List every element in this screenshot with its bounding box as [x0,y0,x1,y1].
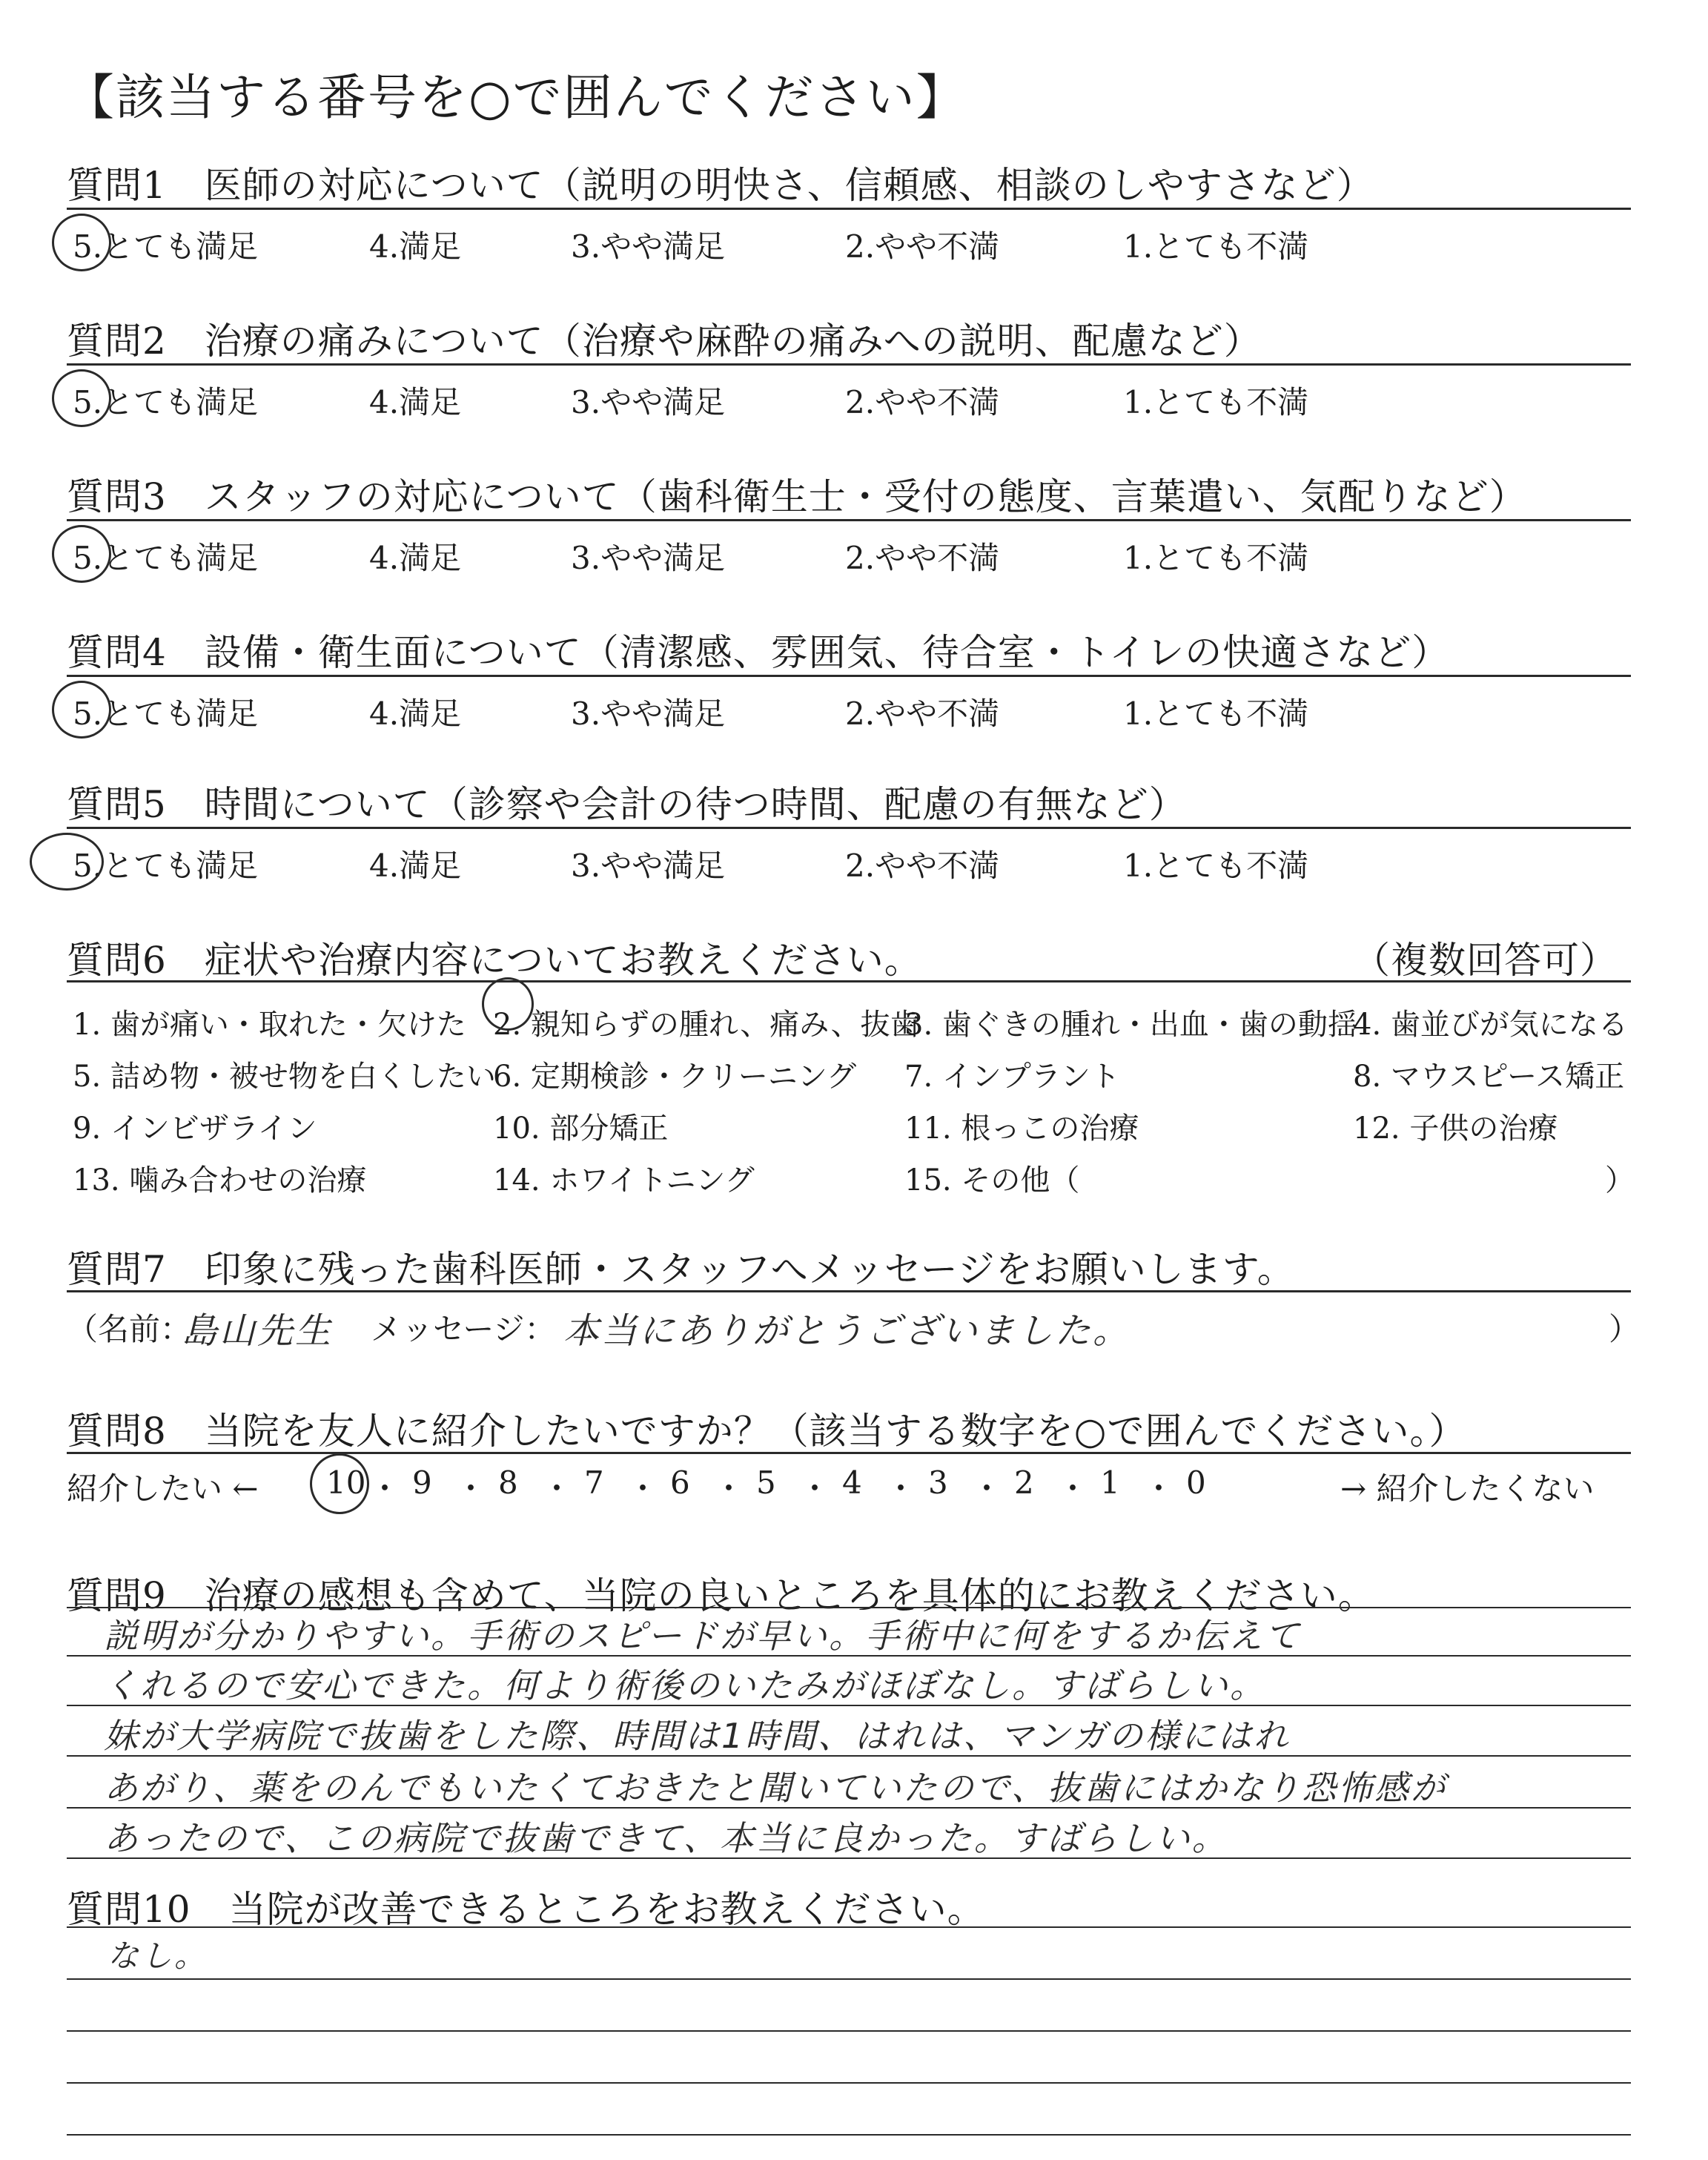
q10-line-rule [67,2082,1631,2084]
q8-scale-2[interactable]: 2 [1014,1464,1034,1501]
q1-option-5[interactable]: 5.とても満足 [73,228,259,265]
q6-option-10[interactable]: 10. 部分矯正 [493,1112,669,1146]
q10-line-rule [67,2134,1631,2136]
q6-option-11[interactable]: 11. 根っこの治療 [904,1112,1139,1146]
q8-selection-circle [310,1453,369,1514]
q1-option-2[interactable]: 2.やや不満 [845,228,1000,265]
q7-title: 質問7 印象に残った歯科医師・スタッフへメッセージをお願いします。 [67,1248,1295,1291]
q1-selection-circle [52,214,111,271]
q7-rule [67,1290,1631,1292]
q2-rule [67,363,1631,366]
q1-option-3[interactable]: 3.やや満足 [571,228,726,265]
q5-selection-circle [30,833,104,891]
q8-scale-1[interactable]: 1 [1100,1464,1120,1501]
q8-separator: ・ [713,1470,745,1507]
q6-option-1[interactable]: 1. 歯が痛い・取れた・欠けた [73,1008,466,1042]
q8-scale-10[interactable]: 10 [326,1464,366,1501]
q4-selection-circle [52,681,111,739]
q5-option-2[interactable]: 2.やや不満 [845,848,1000,884]
q6-option-12[interactable]: 12. 子供の治療 [1353,1112,1558,1146]
q6-option-8[interactable]: 8. マウスピース矯正 [1353,1060,1625,1094]
q6-option-4[interactable]: 4. 歯並びが気になる [1353,1008,1628,1042]
q2-option-1[interactable]: 1.とても不満 [1123,384,1309,420]
q6-option-7[interactable]: 7. インプラント [904,1060,1120,1094]
q8-scale-0[interactable]: 0 [1186,1464,1206,1501]
q6-title: 質問6 症状や治療内容についてお教えください。 [67,939,922,982]
q4-option-3[interactable]: 3.やや満足 [571,696,726,732]
q9-answer-line[interactable]: あったので、この病院で抜歯できて、本当に良かった。すばらしい。 [104,1818,1228,1858]
q9-title: 質問9 治療の感想も含めて、当院の良いところを具体的にお教えください。 [67,1574,1376,1617]
q8-separator: ・ [455,1470,487,1507]
q6-option-14[interactable]: 14. ホワイトニング [493,1163,755,1198]
q6-note: （複数回答可） [1353,939,1618,982]
q6-option-3[interactable]: 3. 歯ぐきの腫れ・出血・歯の動揺 [904,1008,1357,1042]
q8-separator: ・ [971,1470,1003,1507]
q7-name-label: （名前： [67,1311,192,1347]
q5-rule [67,827,1631,829]
q9-answer-line[interactable]: 説明が分かりやすい。手術のスピードが早い。手術中に何をするか伝えて [104,1616,1302,1656]
q4-option-5[interactable]: 5.とても満足 [73,696,259,732]
q8-separator: ・ [1057,1470,1089,1507]
q1-option-1[interactable]: 1.とても不満 [1123,228,1309,265]
q10-answer-line[interactable]: なし。 [107,1938,208,1974]
q8-scale-8[interactable]: 8 [498,1464,518,1501]
q4-option-4[interactable]: 4.満足 [369,696,462,732]
q4-option-1[interactable]: 1.とても不満 [1123,696,1309,732]
q1-title: 質問1 医師の対応について（説明の明快さ、信頼感、相談のしやすさなど） [67,164,1374,207]
q8-scale-6[interactable]: 6 [670,1464,690,1501]
q8-title: 質問8 当院を友人に紹介したいですか？（該当する数字を○で囲んでください。） [67,1410,1467,1453]
q10-line-rule [67,1978,1631,1980]
q6-option-2[interactable]: 2. 親知らずの腫れ、痛み、抜歯 [493,1008,920,1042]
q7-message-label: メッセージ： [371,1311,556,1347]
q6-selection-circle [482,977,534,1031]
q4-option-2[interactable]: 2.やや不満 [845,696,1000,732]
form-header: 【該当する番号を○で囲んでください】 [65,69,967,126]
q10-line-rule [67,1926,1631,1928]
q8-separator: ・ [1143,1470,1175,1507]
q3-selection-circle [52,525,111,583]
q1-option-4[interactable]: 4.満足 [369,228,462,265]
q2-option-5[interactable]: 5.とても満足 [73,384,259,420]
q8-separator: ・ [627,1470,659,1507]
q8-separator: ・ [799,1470,831,1507]
q2-option-2[interactable]: 2.やや不満 [845,384,1000,420]
q7-close-paren: ） [1609,1311,1641,1347]
q10-line-rule [67,2030,1631,2032]
q6-option-15[interactable]: 15. その他（ [904,1163,1080,1198]
q8-separator: ・ [885,1470,917,1507]
q5-option-4[interactable]: 4.満足 [369,848,462,884]
q6-option-5[interactable]: 5. 詰め物・被せ物を白くしたい [73,1060,496,1094]
q3-title: 質問3 スタッフの対応について（歯科衛生士・受付の態度、言葉遣い、気配りなど） [67,475,1527,518]
q10-title: 質問10 当院が改善できるところをお教えください。 [67,1888,985,1931]
q8-separator: ・ [541,1470,573,1507]
q6-option-9[interactable]: 9. インビザライン [73,1112,317,1146]
q6-option-16: ） [1605,1163,1635,1198]
q6-rule [67,980,1631,982]
q8-scale-4[interactable]: 4 [842,1464,862,1501]
q8-right-label: → 紹介したくない [1340,1470,1595,1507]
q8-separator: ・ [369,1470,401,1507]
q3-option-4[interactable]: 4.満足 [369,540,462,576]
q8-scale-5[interactable]: 5 [756,1464,776,1501]
q5-option-1[interactable]: 1.とても不満 [1123,848,1309,884]
q3-option-1[interactable]: 1.とても不満 [1123,540,1309,576]
q9-line-rule [67,1607,1631,1608]
q6-option-6[interactable]: 6. 定期検診・クリーニング [493,1060,857,1094]
q9-answer-line[interactable]: 妹が大学病院で抜歯をした際、時間は1時間、はれは、マンガの様にはれ [104,1716,1291,1756]
q3-rule [67,519,1631,521]
q7-message-value[interactable]: 本当にありがとうございました。 [563,1310,1131,1352]
q3-option-5[interactable]: 5.とても満足 [73,540,259,576]
q1-rule [67,208,1631,210]
q5-option-3[interactable]: 3.やや満足 [571,848,726,884]
q3-option-2[interactable]: 2.やや不満 [845,540,1000,576]
q9-answer-line[interactable]: あがり、薬をのんでもいたくておきたと聞いていたので、抜歯にはかなり恐怖感が [104,1768,1448,1808]
q4-title: 質問4 設備・衛生面について（清潔感、雰囲気、待合室・トイレの快適さなど） [67,631,1450,674]
q2-option-3[interactable]: 3.やや満足 [571,384,726,420]
q5-title: 質問5 時間について（診察や会計の待つ時間、配慮の有無など） [67,783,1187,826]
q2-title: 質問2 治療の痛みについて（治療や麻酔の痛みへの説明、配慮など） [67,320,1262,363]
q8-scale-9[interactable]: 9 [412,1464,432,1501]
q8-left-label: 紹介したい ← [67,1470,259,1507]
q5-option-5[interactable]: 5.とても満足 [73,848,259,884]
q8-rule [67,1452,1631,1454]
q3-option-3[interactable]: 3.やや満足 [571,540,726,576]
q8-scale-7[interactable]: 7 [584,1464,604,1501]
q2-option-4[interactable]: 4.満足 [369,384,462,420]
q9-answer-line[interactable]: くれるので安心できた。何より術後のいたみがほぼなし。すばらしい。 [104,1665,1266,1705]
q2-selection-circle [52,369,111,427]
q7-name-value[interactable]: 島山先生 [182,1310,334,1352]
q6-option-13[interactable]: 13. 噛み合わせの治療 [73,1163,367,1198]
q4-rule [67,675,1631,677]
q8-scale-3[interactable]: 3 [928,1464,948,1501]
